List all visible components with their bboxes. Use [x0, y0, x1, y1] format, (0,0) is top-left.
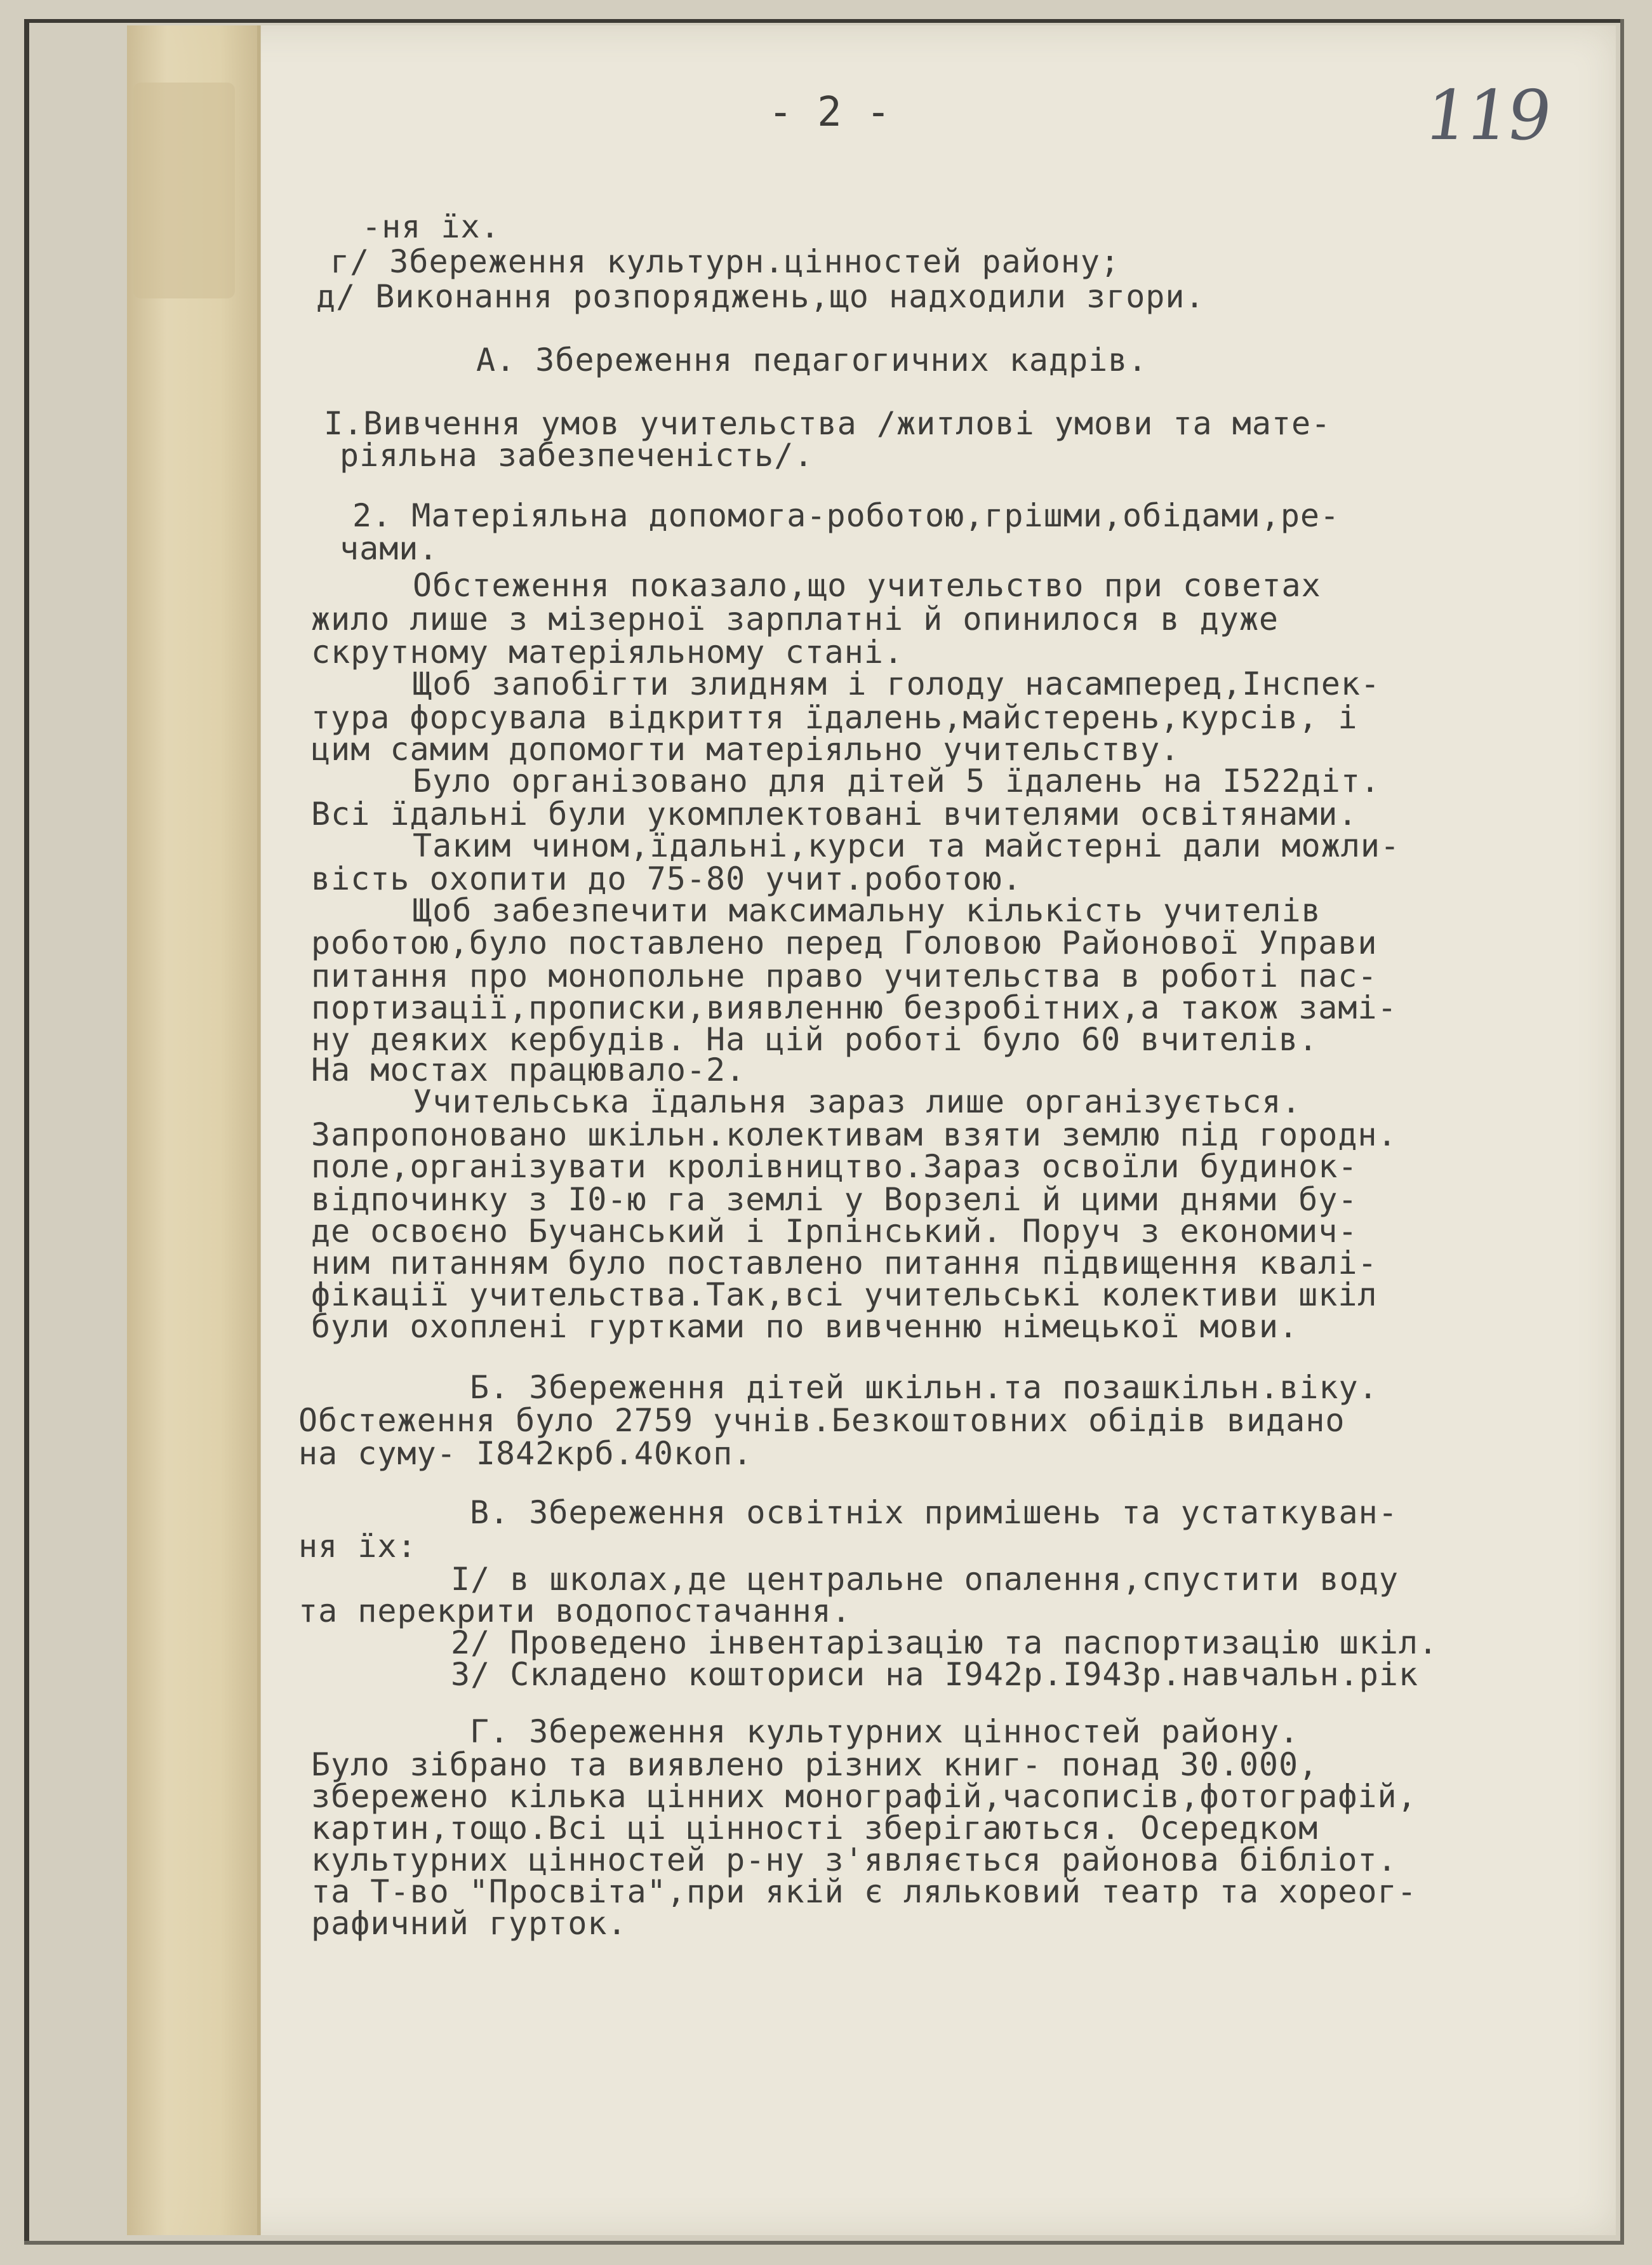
text-line: 3/ Складено кошториси на I942р.I943р.навчальн.рік	[451, 1656, 1419, 1693]
text-line: відпочинку з I0-ю га землі у Ворзелі й цими днями бу-	[311, 1181, 1358, 1218]
text-line: питання про монопольне право учительства в роботі пас-	[311, 958, 1378, 994]
section-heading: А. Збереження педагогичних кадрів.	[476, 342, 1148, 378]
text-line: Учительська їдальня зараз лише організується.	[413, 1083, 1302, 1120]
text-line: культурних цінностей р-ну з'являється районова бібліот.	[311, 1841, 1397, 1878]
text-line: -ня їх.	[362, 208, 500, 245]
text-line: д/ Виконання розпоряджень,що надходили згори.	[316, 278, 1205, 315]
text-line: чами.	[340, 530, 439, 567]
text-line: ним питанням було поставлено питання підвищення квалі-	[311, 1245, 1378, 1281]
frame-border-bottom	[24, 2241, 1624, 2245]
paper-repair-strip	[127, 25, 260, 2235]
text-line: На мостах працювало-2.	[311, 1052, 746, 1088]
text-line: на суму- I842крб.40коп.	[298, 1435, 753, 1472]
frame-border-right	[1620, 19, 1624, 2245]
text-line: Запропоновано шкільн.колективам взяти землю під городн.	[311, 1116, 1397, 1153]
text-line: г/ Збереження культурн.цінностей району;	[330, 243, 1121, 280]
text-line: фікації учительства.Так,всі учительські колективи шкіл	[311, 1276, 1378, 1313]
text-line: жило лише з мізерної зарплатні й опинилося в дуже	[311, 601, 1279, 638]
text-line: ну деяких кербудів. На цій роботі було 60 вчителів.	[311, 1021, 1319, 1058]
text-line: де освоєно Бучанський і Ірпінський. Поруч з економич-	[311, 1213, 1358, 1250]
text-line: та Т-во "Просвіта",при якій є ляльковий театр та хореог-	[311, 1873, 1417, 1910]
text-line: Всі їдальні були укомплектовані вчителями освітянами.	[311, 796, 1358, 832]
text-line: Щоб запобігти злидням і голоду насамперед,Інспек-	[413, 665, 1381, 702]
text-line: вість охопити до 75-80 учит.роботою.	[311, 860, 1022, 897]
text-line: Щоб забезпечити максимальну кількість учителів	[413, 892, 1321, 929]
text-line: портизації,прописки,виявленню безробітних,а також замі-	[311, 989, 1397, 1026]
text-line: рафичний гурток.	[311, 1905, 627, 1942]
text-line: I.Вивчення умов учительства /житлові умови та мате-	[324, 405, 1331, 442]
text-line: Було організовано для дітей 5 їдалень на I522діт.	[413, 763, 1381, 799]
text-line: тура форсувала відкриття їдалень,майстерень,курсів, і	[311, 699, 1358, 736]
text-line: 2. Матеріяльна допомога-роботою,грішми,обідами,ре-	[352, 497, 1340, 534]
text-line: збережено кілька цінних монографій,часописів,фотографій,	[311, 1778, 1417, 1815]
text-line: Таким чином,їдальні,курси та майстерні дали можли-	[413, 827, 1401, 864]
section-heading: В. Збереження освітніх примішень та устаткуван-	[470, 1494, 1398, 1531]
text-line: ня їх:	[298, 1528, 417, 1565]
section-heading: Б. Збереження дітей шкільн.та позашкільн.віку.	[470, 1369, 1378, 1406]
text-line: Обстеження було 2759 учнів.Безкоштовних обідів видано	[298, 1402, 1345, 1439]
text-line: та перекрити водопостачання.	[298, 1593, 851, 1629]
frame-border-left	[24, 19, 29, 2245]
section-heading: Г. Збереження культурних цінностей району.	[470, 1713, 1300, 1750]
tape-patch	[133, 83, 235, 298]
text-line: цим самим допомогти матеріяльно учительству.	[311, 731, 1180, 768]
text-line: картин,тощо.Всі ці цінності зберігаються. Осередком	[311, 1810, 1319, 1847]
paper-repair-strip-edge	[257, 25, 261, 2235]
text-line: скрутному матеріяльному стані.	[311, 634, 904, 671]
text-line: Було зібрано та виявлено різних книг- понад 30.000,	[311, 1746, 1319, 1783]
page-number: - 2 -	[768, 89, 891, 136]
text-line: ріяльна забезпеченість/.	[340, 437, 814, 474]
text-line: роботою,було поставлено перед Головою Районової Управи	[311, 925, 1378, 961]
frame-border-top	[24, 19, 1624, 23]
text-line: поле,організувати кролівництво.Зараз освоїли будинок-	[311, 1148, 1358, 1185]
text-line: I/ в школах,де центральне опалення,спустити воду	[451, 1561, 1399, 1598]
text-line: Обстеження показало,що учительство при советах	[413, 567, 1321, 604]
text-line: були охоплені гуртками по вивченню німецької мови.	[311, 1308, 1299, 1345]
archive-folio-number: 119	[1420, 76, 1554, 156]
text-line: 2/ Проведено інвентарізацію та паспортизацію шкіл.	[451, 1624, 1439, 1661]
